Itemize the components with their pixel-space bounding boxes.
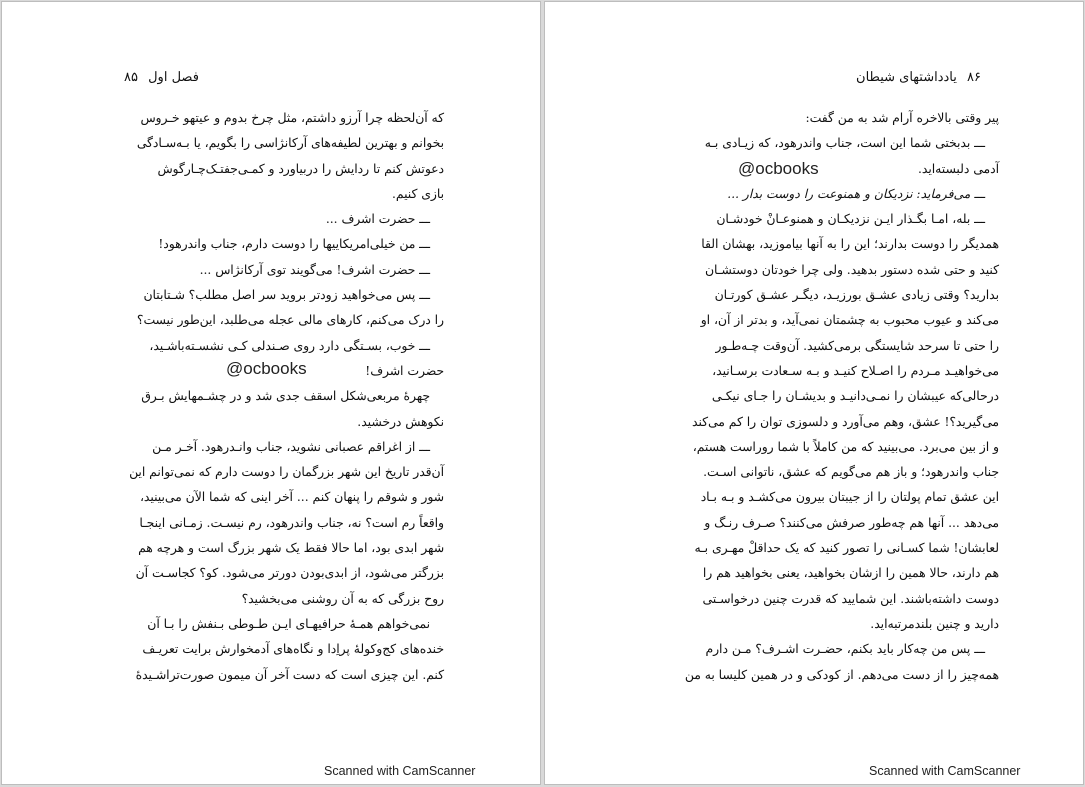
text-line: ـــ بله، امـا بگـذار ایـن نزدیکـان و همنوعـانْ خودشـان [716,212,985,227]
text-line: این عشق تمام پولتان را از جیبتان بیرون می‌کشـد و بـه بـاد [700,490,999,505]
right-page [544,1,1084,785]
text-line: کنم. این چیزی است که دست آخر آن میمون صورت‌تراشـیدهٔ [135,667,444,682]
text-line: بازی کنیم. [391,186,444,201]
watermark: @ocbooks [738,159,819,178]
text-line: شور و شوقم را پنهان کنم ... آخر اینی که شما الآن می‌بینید، [139,490,444,505]
left-page-header [118,70,199,90]
text-line: دوست داشته‌باشند. این شمایید که قدرت چنین درخواسـتی [702,591,999,606]
text-line: و از بین می‌برد. می‌بینید که من کاملاً با شما روراست هستم، [692,439,999,454]
text-line: شهر ابدی بود، اما حالا فقط یک شهر بزرگ است و هرچه هم [138,541,444,556]
text-line: همه‌چیز را از دست می‌دهم. از کودکی و در همین کلیسا به من [684,667,999,682]
text-line: کنید و حتی شده دستور بدهید. ولی چرا خودتان دوستشـان [705,262,999,277]
text-line: ـــ من خیلی‌امریکاییها را دوست دارم، جناب واندرهود! [158,237,430,252]
text-line: واقعاً رم است؟ نه، جناب واندرهود، رم نیسـت. زمـانی اینجـا [139,515,444,530]
text-line: حضرت اشرف! [365,363,444,378]
page-number: ۸۶ [967,70,981,85]
text-line: آن‌قدر تاریخ این شهر بزرگمان را دوست دارم که نمی‌توانم این [129,465,444,480]
right-page-header [856,70,987,90]
text-line: لعابشان! شما کسـانی را تصور کنید که یک حداقلْ مهـری بـه [694,541,999,556]
text-line: نمی‌خواهم همـهٔ حرافیهـای ایـن طـوطی بـنفش را بـا آن [147,616,430,631]
watermark: @ocbooks [226,359,307,378]
text-line: پیر وقتی بالاخره آرام شد به من گفت: [805,111,999,125]
text-line: خنده‌های کج‌وکولهٔ پراِدا و نگاه‌های آدمخوارش برایت تعریـف [142,642,444,657]
text-line: روح بزرگی که به آن روشنی می‌بخشید؟ [241,591,444,606]
text-line: می‌دهد ... آنها هم چه‌طور صرفش می‌کنند؟ صـرف رنـگ و [704,515,999,530]
left-page-text [118,106,444,688]
text-line: می‌گیرید؟! عشق، وهم می‌آورد و دلسوزی توان را کم می‌کند [692,414,999,429]
text-line: ـــ پس من چه‌کار باید بکنم، حضـرت اشـرف؟ مـن دارم [705,642,985,657]
text-line: را درک می‌کنم، کارهای مالی عجله می‌طلبد، این‌طور نیست؟ [136,313,444,328]
page-number: ۸۵ [124,70,138,85]
text-line: ـــ می‌فرماید: نزدیکان و همنوعت را دوست بدار ... [727,186,985,201]
text-line: دارید و چنین بلندمرتبه‌اید. [870,616,999,631]
book-title: یادداشتهای شیطان [856,70,957,85]
text-line: می‌کند و عیوب محبوب به چشمتان نمی‌آید، و بدتر از آن، او [700,313,999,328]
text-line: همدیگر را دوست بدارند؛ این را به آنها بیاموزید، بهشان القا [701,237,999,252]
scanner-footer: Scanned with CamScanner [324,764,476,778]
text-line: می‌خواهیـد مـردم را اصـلاح کنیـد و بـه سـعادت برسـانید، [712,363,999,378]
text-line: نکوهش درخشید. [357,414,444,429]
text-line: ـــ بدبختی شما این است، جناب واندرهود، که زیـادی بـه [704,136,985,151]
text-line: بدارید؟ وقتی زیادی عشـق بورزیـد، دیگـر عشـق کورتـان [714,288,999,303]
text-line: ـــ خوب، بسـتگی دارد روی صـندلی کـی نشسـته‌باشـید، [149,338,430,353]
text-line: بخوانم و بهترین لطیفه‌های آرکانژاسی را بگویم، یا بـه‌سـادگی [136,136,444,151]
text-line: ـــ حضرت اشرف! می‌گویند توی آرکانژاس ... [199,262,430,277]
text-line: آدمی دلبسته‌اید. [917,161,999,176]
text-line: چهرهٔ مربعی‌شکل اسقف جدی شد و در چشـمهایش بـرق [141,389,430,404]
text-line: که آن‌لحظه چرا آرزو داشتم، مثل چرخ بدوم و عیتهو خـروس [140,111,444,125]
text-line: ـــ حضرت اشرف ... [325,212,430,227]
scanner-footer: Scanned with CamScanner [869,764,1021,778]
text-line: جناب واندرهود؛ و باز هم می‌گویم که عشق، ناتوانی اسـت. [703,465,999,480]
chapter-title: فصل اول [148,70,199,85]
text-line: ـــ پس می‌خواهید زودتر بروید سر اصل مطلب؟ شـتابتان [143,288,430,303]
left-page [1,1,541,785]
text-line: درحالی‌که عیبشان را نمـی‌دانیـد و بدیشـان را جـای نیکـی [711,389,999,404]
text-line: ـــ از اغراقم عصبانی نشوید، جناب وانـدرهود. آخـر مـن [152,439,430,454]
text-line: را حتی تا سرحد شایستگی برمی‌کشید. آن‌وقت چـه‌طـور [715,338,999,353]
text-line: دعوتش کنم تا ردایش را دربیاورد و کمـی‌جفتـک‌چـارگوش [157,161,444,176]
right-page-text [633,106,999,688]
text-line: هم دارند، حالا همین را ازشان بخواهید، یعنی بخواهید هم را [702,566,999,581]
text-line: بزرگتر می‌شود، از ابدی‌بودن دورتر می‌شود. کو؟ کجاسـت آن [135,566,444,581]
